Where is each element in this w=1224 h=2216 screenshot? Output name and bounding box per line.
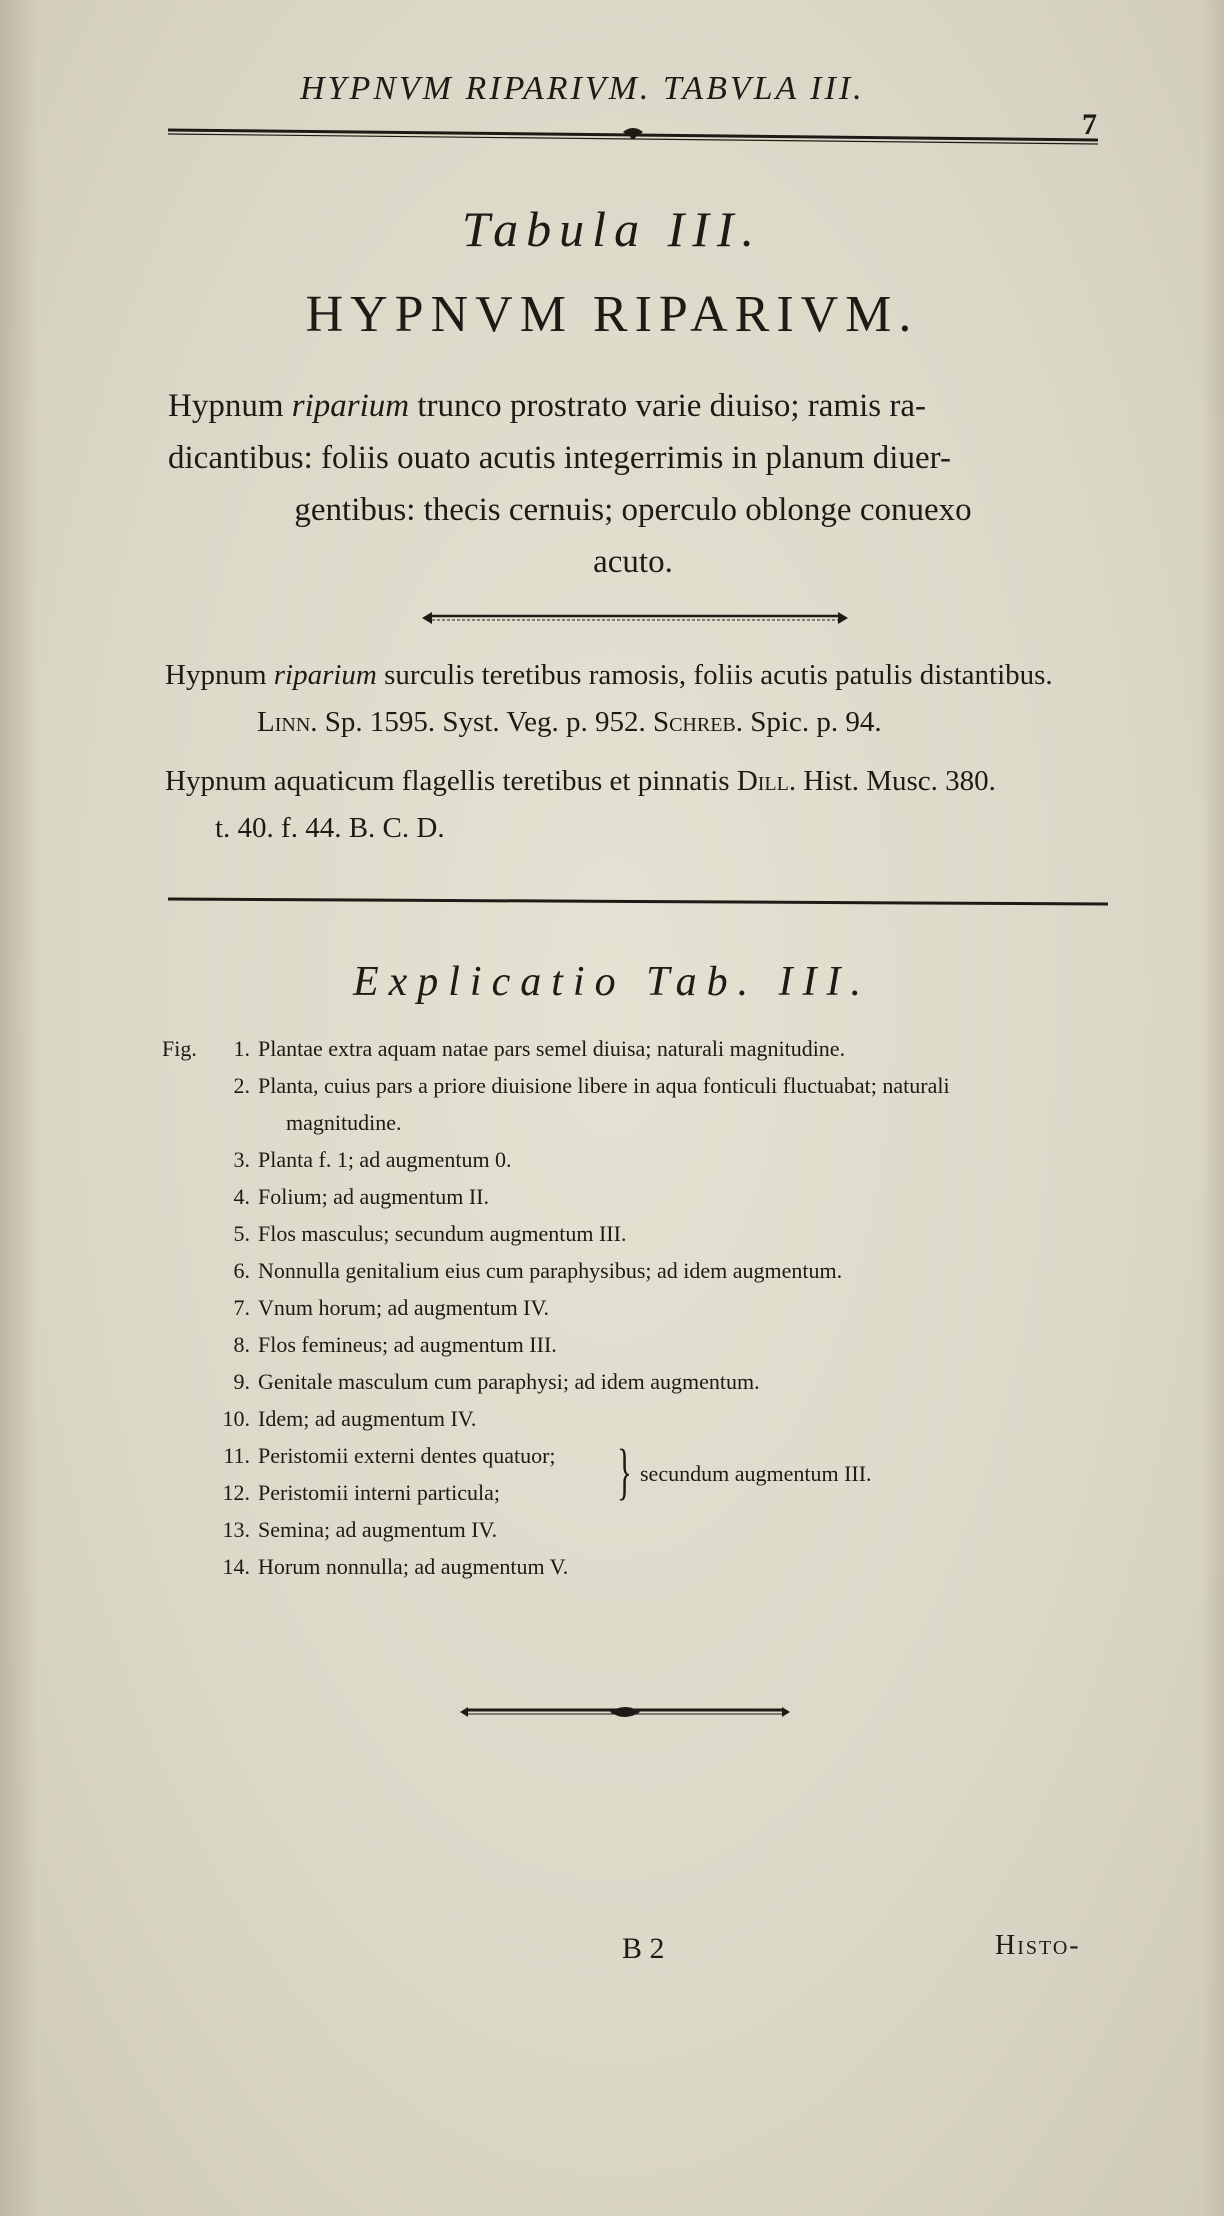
list-item: 4. Folium; ad augmentum II. [233,1184,489,1209]
list-item: 9. Genitale masculum cum paraphysi; ad idem augmentum. [233,1369,760,1394]
list-item: 2. Planta, cuius pars a priore diuisione libere in aqua fonticuli fluctuabat; naturali [233,1073,950,1098]
species-title: HYPNVM RIPARIVM. [305,286,919,343]
synonym-citation: t. 40. f. 44. B. C. D. [215,812,445,844]
synonym-line: Hypnum riparium surculis teretibus ramosis, foliis acutis patulis distantibus. [165,659,1053,691]
diagnosis-line: Hypnum riparium trunco prostrato varie diuiso; ramis ra- [168,388,926,424]
synonym-line: Hypnum aquaticum flagellis teretibus et pinnatis Dill. Hist. Musc. 380. [165,765,996,797]
diagnosis-line: acuto. [593,544,673,580]
list-item: 7. Vnum horum; ad augmentum IV. [233,1295,550,1320]
running-head: HYPNVM RIPARIVM. TABVLA III. [300,70,865,107]
ornamental-rule [422,607,848,629]
braced-items [162,1437,1102,1511]
catchword: Histo- [995,1930,1081,1961]
list-item: 5. Flos masculus; secundum augmentum III. [233,1221,627,1246]
curly-brace-icon: } [617,1438,632,1506]
synonym-linnaeus [165,652,1115,746]
list-item: 12. Peristomii interni particula; [222,1480,500,1505]
closing-ornament [460,1700,790,1724]
signature-mark: B 2 [622,1932,665,1965]
synonym-citation: Linn. Sp. 1595. Syst. Veg. p. 952. Schreb. Spic. p. 94. [257,706,882,738]
list-item: 8. Flos femineus; ad augmentum III. [233,1332,557,1357]
brace-annotation: secundum augmentum III. [640,1461,872,1486]
synonym-dillenius [165,758,1115,852]
list-item: 6. Nonnulla genitalium eius cum paraphysibus; ad idem augmentum. [233,1258,843,1283]
list-item: 13. Semina; ad augmentum IV. [222,1517,498,1542]
figure-explanation-list [162,1030,1102,1585]
list-item: 3. Planta f. 1; ad augmentum 0. [233,1147,512,1172]
plate-title: Tabula III. [461,201,763,257]
page-number: 7 [1082,108,1097,141]
header-rule [168,122,1098,146]
diagnosis-line: dicantibus: foliis ouato acutis integerrimis in planum diuer- [168,440,951,476]
fig-prefix: Fig. [162,1036,197,1061]
diagnosis-line: gentibus: thecis cernuis; operculo oblonge conuexo [294,492,972,528]
list-item: Fig. 1. Plantae extra aquam natae pars semel diuisa; naturali magnitudine. [162,1030,1102,1067]
list-item-continuation: magnitudine. [286,1110,402,1135]
list-item: 11. Peristomii externi dentes quatuor; [223,1443,556,1468]
section-rule [168,892,1108,912]
list-item: 14. Horum nonnulla; ad augmentum V. [222,1554,569,1579]
species-diagnosis [168,380,1098,588]
explicatio-title: Explicatio Tab. III. [352,959,872,1005]
list-item: 10. Idem; ad augmentum IV. [222,1406,477,1431]
